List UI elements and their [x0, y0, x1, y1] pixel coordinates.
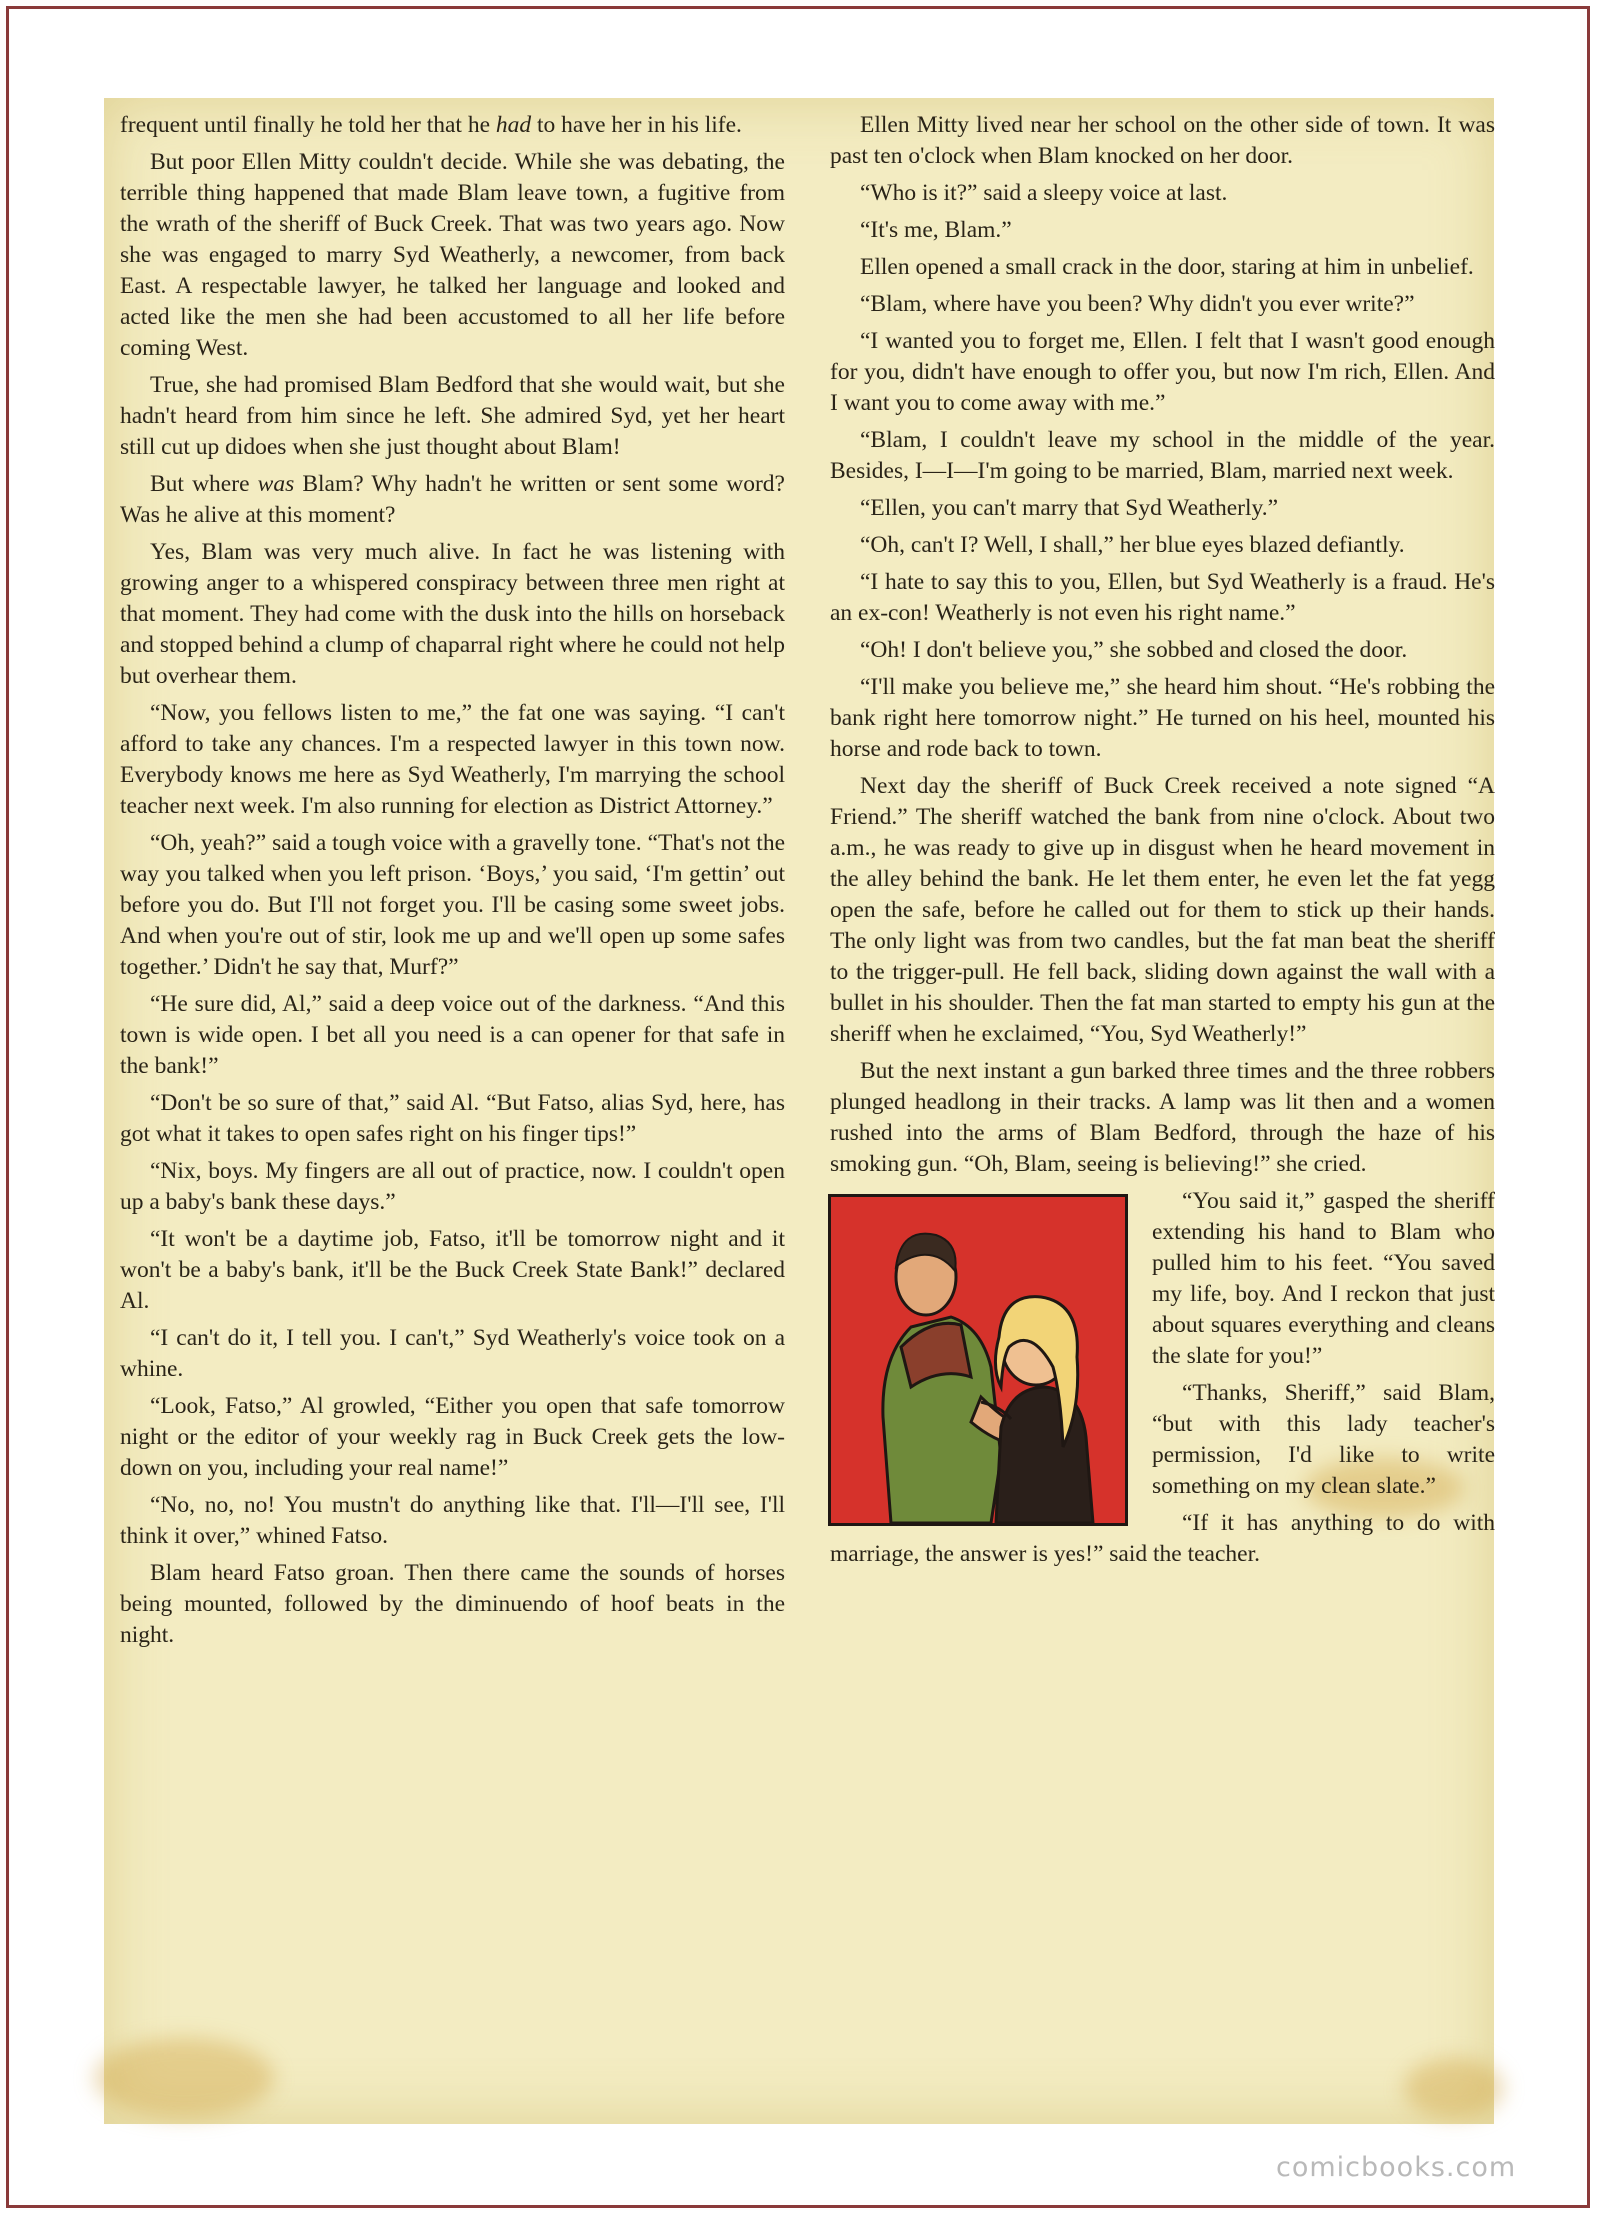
story-paragraph: “Don't be so sure of that,” said Al. “But Fatso, alias Syd, here, has got what it takes to open safes right on his finger tips!” — [120, 1090, 785, 1147]
right-text-column — [830, 110, 1495, 1576]
story-paragraph: Ellen Mitty lived near her school on the other side of town. It was past ten o'clock when Blam knocked on her door. — [830, 112, 1495, 169]
story-paragraph: “Oh! I don't believe you,” she sobbed and closed the door. — [860, 637, 1408, 663]
paper-stain — [1404, 2058, 1504, 2118]
illustration-drawing — [831, 1197, 1125, 1523]
story-paragraph: “Oh, can't I? Well, I shall,” her blue eyes blazed defiantly. — [860, 532, 1405, 558]
story-paragraph: “Blam, I couldn't leave my school in the middle of the year. Besides, I—I—I'm going to be married, Blam, married next week. — [830, 427, 1495, 484]
story-paragraph: “I wanted you to forget me, Ellen. I felt that I wasn't good enough for you, didn't have enough to offer you, but now I'm rich, Ellen. And I want you to come away with me.” — [830, 328, 1495, 416]
story-paragraph: “I can't do it, I tell you. I can't,” Syd Weatherly's voice took on a whine. — [120, 1325, 785, 1382]
story-paragraph: “You said it,” gasped the sheriff extending his hand to Blam who pulled him to his feet. “You saved my life, boy. And I reckon that just about squares everything and cleans the slate for you!” — [1152, 1188, 1495, 1369]
story-paragraph: “It won't be a daytime job, Fatso, it'll be tomorrow night and it won't be a baby's bank, it'll be the Buck Creek State Bank!” declared Al. — [120, 1226, 785, 1314]
story-paragraph: frequent until finally he told her that he had to have her in his life. — [120, 112, 742, 138]
story-paragraph: “It's me, Blam.” — [860, 217, 1012, 243]
story-page — [104, 98, 1517, 2183]
story-paragraph: “Look, Fatso,” Al growled, “Either you open that safe tomorrow night or the editor of your weekly rag in Buck Creek gets the low-down on you, including your real name!” — [120, 1393, 785, 1481]
story-paragraph: Next day the sheriff of Buck Creek received a note signed “A Friend.” The sheriff watched the bank from nine o'clock. About two a.m., he was ready to give up in disgust when he heard movement in the alley behind the bank. He let them enter, he even let the fat yegg open the safe, before he called out for them to stick up their hands. The only light was from two candles, but the fat man beat the sheriff to the trigger-pull. He fell back, sliding down against the wall with a bullet in his shoulder. Then the fat man started to empty his gun at the sheriff when he exclaimed, “You, Syd Weatherly!” — [830, 773, 1495, 1047]
story-paragraph: “Blam, where have you been? Why didn't you ever write?” — [860, 291, 1415, 317]
story-paragraph: “Thanks, Sheriff,” said Blam, “but with this lady teacher's permission, I'd like to write something on my clean slate.” — [1152, 1380, 1495, 1499]
story-paragraph: “No, no, no! You mustn't do anything like that. I'll—I'll see, I'll think it over,” whined Fatso. — [120, 1492, 785, 1549]
story-paragraph: “I hate to say this to you, Ellen, but Syd Weatherly is a fraud. He's an ex-con! Weatherly is not even his right name.” — [830, 569, 1495, 626]
story-paragraph: Blam heard Fatso groan. Then there came the sounds of horses being mounted, followed by the diminuendo of hoof beats in the night. — [120, 1560, 785, 1648]
paper-stain — [94, 2038, 274, 2118]
story-paragraph: But poor Ellen Mitty couldn't decide. While she was debating, the terrible thing happened that made Blam leave town, a fugitive from the wrath of the sheriff of Buck Creek. That was two years ago. Now she was engaged to marry Syd Weatherly, a newcomer, from back East. A respectable lawyer, he talked her language and looked and acted like the men she had been accustomed to all her life before coming West. — [120, 149, 785, 361]
story-paragraph: “Who is it?” said a sleepy voice at last. — [860, 180, 1228, 206]
story-paragraph: “Now, you fellows listen to me,” the fat one was saying. “I can't afford to take any chances. I'm a respected lawyer in this town now. Everybody knows me here as Syd Weatherly, I'm marrying the school teacher next week. I'm also running for election as District Attorney.” — [120, 700, 785, 819]
story-paragraph: “Oh, yeah?” said a tough voice with a gravelly tone. “That's not the way you talked when you left prison. ‘Boys,’ you said, ‘I'm gettin’ out before you do. But I'll not forget you. I'll be casing some sweet jobs. And when you're out of stir, look me up and we'll open up some safes together.’ Didn't he say that, Murf?” — [120, 830, 785, 980]
story-paragraph: “Nix, boys. My fingers are all out of practice, now. I couldn't open up a baby's bank these days.” — [120, 1158, 785, 1215]
story-paragraph: But where was Blam? Why hadn't he written or sent some word? Was he alive at this moment? — [120, 471, 785, 528]
watermark: comicbooks.com — [1276, 2152, 1517, 2183]
story-paragraph: “Ellen, you can't marry that Syd Weatherly.” — [860, 495, 1279, 521]
story-paragraph: “If it has anything to do with marriage, the answer is yes!” said the teacher. — [830, 1510, 1495, 1567]
left-text-column — [120, 110, 785, 1657]
story-paragraph: “I'll make you believe me,” she heard him shout. “He's robbing the bank right here tomorrow night.” He turned on his heel, mounted his horse and rode back to town. — [830, 674, 1495, 762]
story-paragraph: Yes, Blam was very much alive. In fact he was listening with growing anger to a whispered conspiracy between three men right at that moment. They had come with the dusk into the hills on horseback and stopped behind a clump of chaparral right where he could not help but overhear them. — [120, 539, 785, 689]
story-paragraph: Ellen opened a small crack in the door, staring at him in unbelief. — [860, 254, 1474, 280]
embracing-couple-illustration — [828, 1194, 1128, 1526]
story-paragraph: True, she had promised Blam Bedford that she would wait, but she hadn't heard from him since he left. She admired Syd, yet her heart still cut up didoes when she just thought about Blam! — [120, 372, 785, 460]
story-paragraph: But the next instant a gun barked three times and the three robbers plunged headlong in their tracks. A lamp was lit then and a women rushed into the arms of Blam Bedford, through the haze of his smoking gun. “Oh, Blam, seeing is believing!” she cried. — [830, 1058, 1495, 1177]
story-paragraph: “He sure did, Al,” said a deep voice out of the darkness. “And this town is wide open. I bet all you need is a can opener for that safe in the bank!” — [120, 991, 785, 1079]
